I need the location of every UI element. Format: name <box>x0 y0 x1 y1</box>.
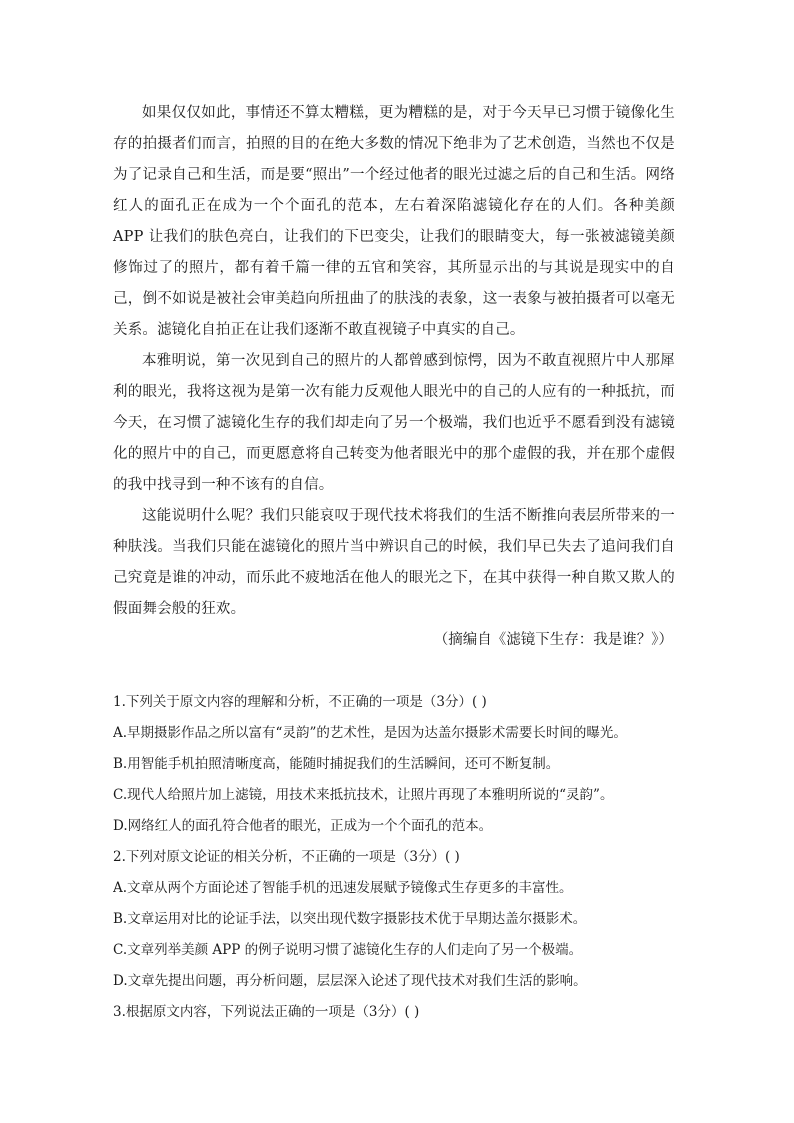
question-2-stem: 2.下列对原文论证的相关分析，不正确的一项是（3分）( ) <box>113 849 460 865</box>
question-1-option-b: B.用智能手机拍照清晰度高，能随时捕捉我们的生活瞬间，还可不断复制。 <box>113 756 560 772</box>
question-1-stem: 1.下列关于原文内容的理解和分析，不正确的一项是（3分）( ) <box>113 694 487 710</box>
question-2-option-b: B.文章运用对比的论证手法，以突出现代数字摄影技术优于早期达盖尔摄影术。 <box>113 911 587 927</box>
question-2-option-d: D.文章先提出问题，再分析问题，层层深入论述了现代技术对我们生活的影响。 <box>113 973 587 989</box>
question-1-option-a: A.早期摄影作品之所以富有“灵韵”的艺术性，是因为达盖尔摄影术需要长时间的曝光。 <box>113 725 627 741</box>
document-page <box>113 98 675 1028</box>
question-3-stem: 3.根据原文内容，下列说法正确的一项是（3分）( ) <box>113 1004 420 1020</box>
article-source: （摘编自《滤镜下生存：我是谁？》） <box>433 632 673 648</box>
article-paragraph-2: 本雅明说，第一次见到自己的照片的人都曾感到惊愕，因为不敢直视照片中人那犀利的眼光，我将这视为是第一次有能力反观他人眼光中的自己的人应有的一种抵抗，而今天，在习惯了滤镜化生存的我们却走向了另一个极端，我们也近乎不愿看到没有滤镜化的照片中的自己，而更愿意将自己转变为他者眼光中的那个虚假的我，并在那个虚假的我中找寻到一种不该有的自信。 <box>113 353 675 493</box>
question-1-option-c: C.现代人给照片加上滤镜，用技术来抵抗技术，让照片再现了本雅明所说的“灵韵”。 <box>113 787 614 803</box>
question-section <box>113 687 675 1028</box>
question-2-option-a: A.文章从两个方面论述了智能手机的迅速发展赋予镜像式生存更多的丰富性。 <box>113 880 573 896</box>
question-2-option-c: C.文章列举美颜 APP 的例子说明习惯了滤镜化生存的人们走向了另一个极端。 <box>113 942 583 958</box>
article-paragraph-3: 这能说明什么呢？我们只能哀叹于现代技术将我们的生活不断推向表层所带来的一种肤浅。当我们只能在滤镜化的照片当中辨识自己的时候，我们早已失去了追问我们自己究竟是谁的冲动，而乐此不疲地活在他人的眼光之下，在其中获得一种自欺又欺人的假面舞会般的狂欢。 <box>113 508 675 617</box>
question-1-option-d: D.网络红人的面孔符合他者的眼光，正成为一个个面孔的范本。 <box>113 818 493 834</box>
article-paragraph-1: 如果仅仅如此，事情还不算太糟糕，更为糟糕的是，对于今天早已习惯于镜像化生存的拍摄者们而言，拍照的目的在绝大多数的情况下绝非为了艺术创造，当然也不仅是为了记录自己和生活，而是要“照出”一个经过他者的眼光过滤之后的自己和生活。网络红人的面孔正在成为一个个面孔的范本，左右着深陷滤镜化存在的人们。各种美颜 APP 让我们的肤色亮白，让我们的下巴变尖，让我们的眼睛变大，每一张被滤镜美颜修饰过了的照片，都有着千篇一律的五官和笑容，其所显示出的与其说是现实中的自己，倒不如说是被社会审美趋向所扭曲了的肤浅的表象，这一表象与被拍摄者可以毫无关系。滤镜化自拍正在让我们逐渐不敢直视镜子中真实的自己。 <box>113 105 675 338</box>
